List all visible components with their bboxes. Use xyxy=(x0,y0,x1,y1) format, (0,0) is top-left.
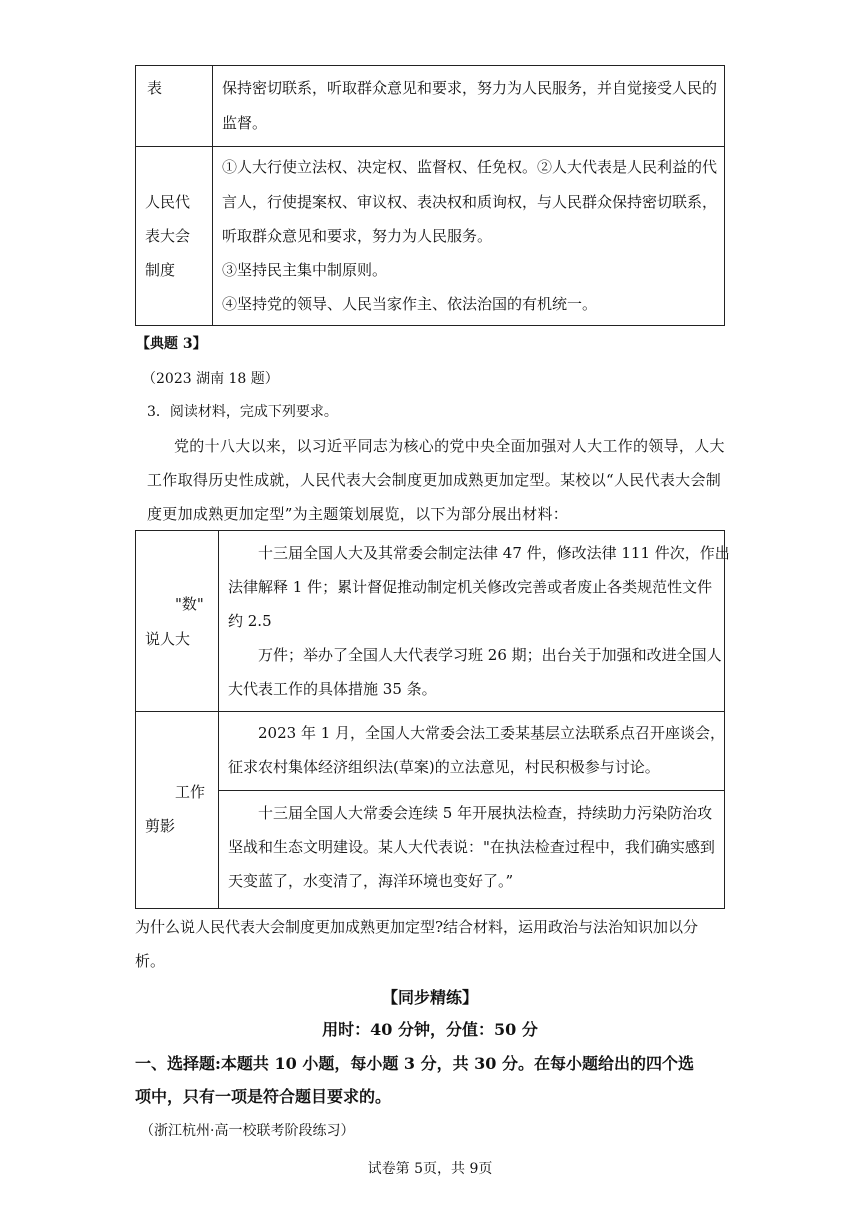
question-line: 为什么说人民代表大会制度更加成熟更加定型?结合材料，运用政治与法治知识加以分 xyxy=(135,918,699,936)
table-row-label: 制度 xyxy=(145,261,176,279)
example-heading: 【典题 3】 xyxy=(136,336,207,352)
table-row-label: 表大会 xyxy=(145,227,191,245)
table-cell-line: 十三届全国人大及其常委会制定法律 47 件，修改法律 111 件次，作出 xyxy=(258,544,730,562)
section-instruction-line: 项中，只有一项是符合题目要求的。 xyxy=(135,1087,392,1106)
material-line: 工作取得历史性成就，人民代表大会制度更加成熟更加定型。某校以“人民代表大会制 xyxy=(147,471,722,489)
table-cell-line: 天变蓝了，水变清了，海洋环境也变好了。” xyxy=(228,872,514,890)
table-row-label: "数" xyxy=(175,595,204,613)
page-footer: 试卷第 5页，共 9页 xyxy=(367,1161,493,1177)
table-cell-line: ④坚持党的领导、人民当家作主、依法治国的有机统一。 xyxy=(222,295,598,313)
table-cell-line: 听取群众意见和要求，努力为人民服务。 xyxy=(222,227,493,245)
table-cell-line: 监督。 xyxy=(222,114,268,132)
table-cell-line: 2023 年 1 月，全国人大常委会法工委某基层立法联系点召开座谈会， xyxy=(258,724,726,742)
table-divider xyxy=(218,790,725,791)
question-stem: 3．阅读材料，完成下列要求。 xyxy=(147,404,338,420)
table-cell-line: ③坚持民主集中制原则。 xyxy=(222,261,388,279)
table-divider xyxy=(218,530,219,909)
table-row-label: 说人大 xyxy=(145,630,191,648)
table-cell-line: 大代表工作的具体措施 35 条。 xyxy=(228,680,437,698)
question-source: （2023 湖南 18 题） xyxy=(142,371,279,387)
table-cell-line: 征求农村集体经济组织法(草案)的立法意见，村民积极参与讨论。 xyxy=(228,758,660,776)
question-line: 析。 xyxy=(135,952,166,970)
material-line: 度更加成熟更加定型”为主题策划展览，以下为部分展出材料： xyxy=(147,505,569,523)
practice-title: 【同步精练】 xyxy=(381,988,478,1007)
table-divider xyxy=(135,146,725,147)
table-cell-line: 言人，行使提案权、审议权、表决权和质询权，与人民群众保持密切联系， xyxy=(222,193,718,211)
table-divider xyxy=(212,65,213,326)
table-cell-line: 坚战和生态文明建设。某人大代表说："在执法检查过程中，我们确实感到 xyxy=(228,838,715,856)
table-cell-line: 十三届全国人大常委会连续 5 年开展执法检查，持续助力污染防治攻 xyxy=(258,804,713,822)
table-row-label: 剪影 xyxy=(145,817,176,835)
table-row-label: 表 xyxy=(147,79,163,97)
table-divider xyxy=(135,711,725,712)
table-row-label: 人民代 xyxy=(145,193,191,211)
table-row-label: 工作 xyxy=(175,783,206,801)
table-cell-line: ①人大行使立法权、决定权、监督权、任免权。②人大代表是人民利益的代 xyxy=(222,158,718,176)
practice-time-score: 用时：40 分钟，分值：50 分 xyxy=(322,1020,538,1039)
table-cell-line: 万件；举办了全国人大代表学习班 26 期；出台关于加强和改进全国人 xyxy=(258,646,722,664)
table-cell-line: 约 2.5 xyxy=(228,612,272,630)
table-cell-line: 法律解释 1 件；累计督促推动制定机关修改完善或者废止各类规范性文件 xyxy=(228,578,713,596)
question-source: （浙江杭州·高一校联考阶段练习） xyxy=(140,1123,355,1139)
table-cell-line: 保持密切联系，听取群众意见和要求，努力为人民服务，并自觉接受人民的 xyxy=(222,79,718,97)
section-instruction-line: 一、选择题:本题共 10 小题，每小题 3 分，共 30 分。在每小题给出的四个选 xyxy=(135,1054,694,1073)
material-line: 党的十八大以来，以习近平同志为核心的党中央全面加强对人大工作的领导，人大 xyxy=(174,437,725,455)
